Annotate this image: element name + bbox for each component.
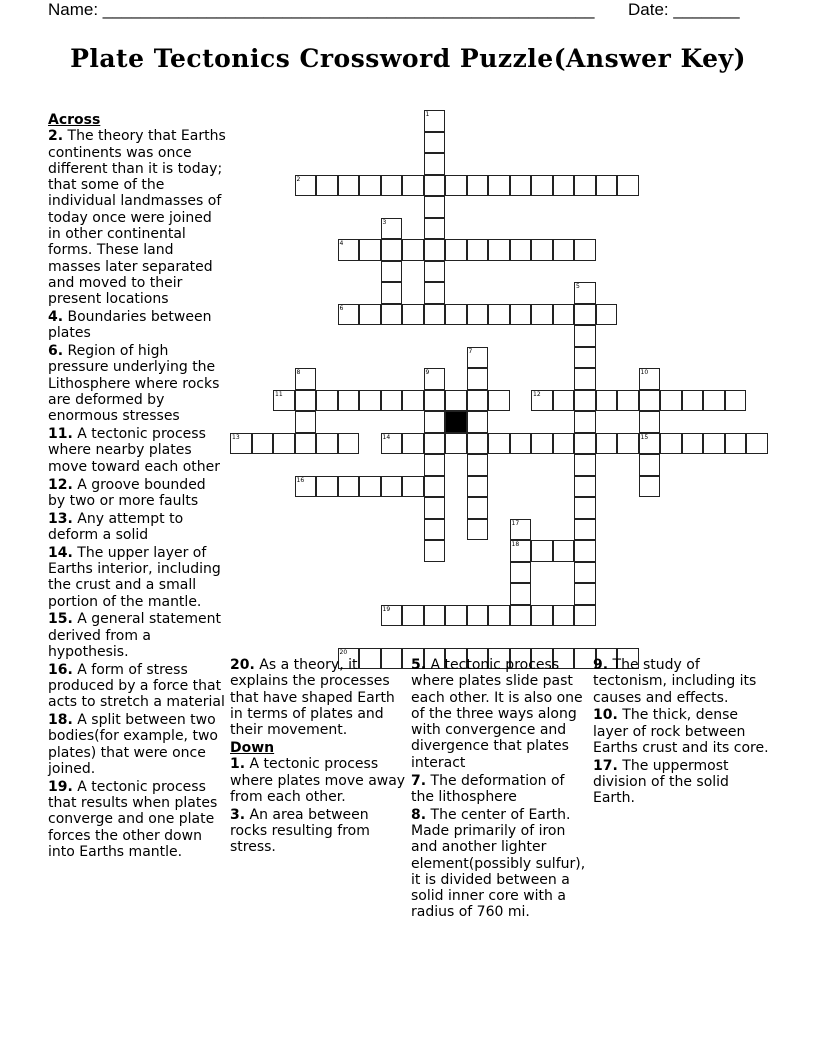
grid-cell[interactable] [510, 433, 532, 455]
grid-cell[interactable] [359, 175, 381, 197]
grid-cell[interactable] [531, 390, 553, 412]
across-clue [48, 611, 226, 660]
grid-cell[interactable] [617, 433, 639, 455]
clue-number: 4. [48, 309, 64, 326]
grid-cell[interactable] [424, 519, 446, 541]
grid-cell[interactable] [596, 390, 618, 412]
grid-cell[interactable] [531, 304, 553, 326]
clue-number: 15 [640, 433, 649, 441]
grid-cell[interactable] [574, 519, 596, 541]
grid-cell[interactable] [510, 175, 532, 197]
clues-column-1 [48, 112, 226, 862]
grid-cell[interactable] [424, 433, 446, 455]
clue-number: 9. [593, 657, 609, 673]
grid-cell[interactable] [574, 347, 596, 369]
grid-cell[interactable] [424, 304, 446, 326]
grid-cell[interactable] [338, 239, 360, 261]
down-clue [593, 758, 771, 807]
grid-cell[interactable] [445, 239, 467, 261]
clue-text: Any attempt to deform a solid [48, 510, 184, 543]
clue-number: 15. [48, 611, 73, 628]
grid-cell[interactable] [424, 110, 446, 132]
down-heading: Down [230, 739, 275, 756]
grid-cell[interactable] [488, 605, 510, 627]
grid-cell[interactable] [531, 605, 553, 627]
grid-cell[interactable] [725, 433, 747, 455]
grid-cell[interactable] [467, 605, 489, 627]
grid-cell[interactable] [531, 175, 553, 197]
grid-cell[interactable] [381, 390, 403, 412]
clue-text: A tectonic process where nearby plates move toward each other [48, 426, 220, 475]
grid-cell[interactable] [660, 433, 682, 455]
clue-text: The uppermost division of the solid Earth. [593, 757, 729, 807]
grid-cell[interactable] [510, 304, 532, 326]
grid-cell[interactable] [510, 605, 532, 627]
grid-cell[interactable] [424, 411, 446, 433]
grid-cell[interactable] [574, 583, 596, 605]
grid-cell[interactable] [316, 433, 338, 455]
grid-cell[interactable] [574, 476, 596, 498]
clue-number: 18 [511, 541, 520, 548]
grid-cell[interactable] [639, 454, 661, 476]
page-title: Plate Tectonics Crossword Puzzle(Answer Key) [70, 44, 746, 73]
grid-cell[interactable] [574, 239, 596, 261]
grid-cell[interactable] [338, 476, 360, 498]
grid-cell[interactable] [402, 605, 424, 627]
clue-number: 6 [339, 304, 344, 312]
grid-cell[interactable] [510, 583, 532, 605]
grid-cell[interactable] [445, 390, 467, 412]
grid-cell[interactable] [424, 540, 446, 562]
grid-cell[interactable] [574, 562, 596, 584]
grid-cell[interactable] [359, 304, 381, 326]
clue-number: 16 [296, 476, 305, 484]
grid-cell[interactable] [553, 304, 575, 326]
clue-text: Region of high pressure underlying the Lithosphere where rocks are deformed by enormous stresses [48, 343, 220, 425]
grid-cell[interactable] [381, 239, 403, 261]
grid-cell[interactable] [746, 433, 768, 455]
clue-text: The theory that Earths continents was once different than it is today; that some of the individual landmasses of today once were joined in other continental forms. These land masses later separated and moved to their present locations [48, 128, 226, 308]
grid-cell[interactable] [445, 605, 467, 627]
clue-text: A tectonic process that results when plates converge and one plate forces the other down into Earths mantle. [48, 778, 218, 861]
across-clue [48, 712, 226, 777]
clue-number: 7 [468, 347, 473, 355]
grid-cell[interactable] [295, 390, 317, 412]
clue-number: 1 [425, 111, 430, 118]
grid-cell[interactable] [424, 476, 446, 498]
grid-cell[interactable] [424, 605, 446, 627]
clue-number: 6. [48, 343, 64, 360]
grid-cell[interactable] [273, 390, 295, 412]
clue-number: 14 [382, 433, 391, 441]
grid-cell[interactable] [424, 454, 446, 476]
grid-cell[interactable] [316, 476, 338, 498]
grid-cell[interactable] [424, 132, 446, 154]
grid-cell[interactable] [402, 390, 424, 412]
grid-cell[interactable] [467, 476, 489, 498]
grid-cell[interactable] [574, 605, 596, 627]
across-clue [48, 511, 226, 544]
across-clue [48, 426, 226, 475]
grid-cell[interactable] [467, 454, 489, 476]
grid-cell[interactable] [467, 304, 489, 326]
grid-cell[interactable] [381, 175, 403, 197]
across-clue [48, 662, 226, 711]
grid-cell[interactable] [424, 390, 446, 412]
clue-number: 11 [275, 390, 283, 398]
grid-cell[interactable] [574, 433, 596, 455]
clue-number: 16. [48, 661, 73, 678]
grid-cell[interactable] [467, 497, 489, 519]
grid-cell[interactable] [359, 476, 381, 498]
grid-cell[interactable] [553, 390, 575, 412]
grid-cell[interactable] [682, 390, 704, 412]
clue-text: A general statement derived from a hypothesis. [48, 611, 222, 660]
clue-number: 2 [296, 175, 301, 183]
date-field-label: Date: _______ [628, 0, 740, 19]
grid-cell[interactable] [703, 390, 725, 412]
grid-cell[interactable] [574, 304, 596, 326]
grid-cell[interactable] [574, 325, 596, 347]
grid-cell[interactable] [725, 390, 747, 412]
clue-text: A split between two bodies(for example, two plates) that were once joined. [48, 712, 218, 778]
clue-number: 12 [533, 390, 541, 398]
grid-cell[interactable] [639, 411, 661, 433]
grid-cell[interactable] [510, 540, 532, 562]
grid-cell[interactable] [338, 175, 360, 197]
grid-cell[interactable] [467, 411, 489, 433]
grid-cell[interactable] [574, 368, 596, 390]
grid-cell[interactable] [703, 433, 725, 455]
grid-cell[interactable] [316, 175, 338, 197]
clue-number: 13. [48, 510, 73, 527]
clue-number: 18. [48, 712, 73, 729]
grid-cell[interactable] [467, 390, 489, 412]
grid-cell[interactable] [574, 540, 596, 562]
grid-cell[interactable] [295, 175, 317, 197]
grid-cell[interactable] [467, 347, 489, 369]
clue-text: The upper layer of Earths interior, including the crust and a small portion of the mantle. [48, 544, 221, 610]
grid-cell[interactable] [488, 239, 510, 261]
across-clue [48, 343, 226, 424]
grid-cell[interactable] [639, 368, 661, 390]
grid-cell[interactable] [488, 304, 510, 326]
grid-cell[interactable] [553, 239, 575, 261]
clue-number: 7. [411, 772, 427, 789]
grid-cell[interactable] [381, 282, 403, 304]
clue-number: 4 [339, 240, 344, 247]
grid-cell[interactable] [402, 304, 424, 326]
grid-cell[interactable] [381, 476, 403, 498]
grid-cell[interactable] [424, 153, 446, 175]
clue-text: The study of tectonism, including its causes and effects. [593, 657, 757, 706]
clue-number: 10 [640, 369, 649, 376]
grid-cell[interactable] [295, 476, 317, 498]
across-clue [48, 128, 226, 307]
grid-cell[interactable] [381, 433, 403, 455]
clue-text: A tectonic process where plates slide past each other. It is also one of the three ways along with convergence and divergence that plates interact [411, 657, 583, 771]
clue-number: 9 [425, 369, 430, 376]
down-clue [593, 657, 771, 706]
grid-cell[interactable] [574, 411, 596, 433]
across-clue [48, 477, 226, 510]
clue-number: 19. [48, 778, 73, 795]
grid-cell[interactable] [295, 368, 317, 390]
grid-cell[interactable] [338, 433, 360, 455]
clue-number: 17. [593, 757, 618, 774]
grid-cell[interactable] [424, 218, 446, 240]
grid-cell[interactable] [445, 304, 467, 326]
grid-cell[interactable] [424, 261, 446, 283]
clue-text: An area between rocks resulting from stress. [230, 806, 370, 856]
clue-number: 8 [296, 369, 301, 376]
grid-cell[interactable] [617, 175, 639, 197]
grid-cell[interactable] [639, 433, 661, 455]
clues-column-2 [230, 657, 406, 857]
grid-cell[interactable] [467, 175, 489, 197]
grid-cell[interactable] [424, 368, 446, 390]
grid-cell[interactable] [574, 282, 596, 304]
grid-cell[interactable] [402, 175, 424, 197]
grid-cell[interactable] [424, 196, 446, 218]
clue-number: 11. [48, 426, 73, 443]
grid-cell[interactable] [510, 562, 532, 584]
name-field-label: Name: ____________________________________________________ [48, 0, 595, 19]
clue-number: 13 [232, 433, 240, 441]
grid-cell[interactable] [596, 175, 618, 197]
clue-number: 19 [382, 605, 391, 613]
grid-cell[interactable] [574, 454, 596, 476]
grid-cell[interactable] [381, 304, 403, 326]
grid-cell[interactable] [617, 390, 639, 412]
grid-cell[interactable] [338, 390, 360, 412]
grid-cell[interactable] [295, 433, 317, 455]
grid-cell[interactable] [273, 433, 295, 455]
clue-number: 3. [230, 806, 246, 823]
grid-cell[interactable] [424, 175, 446, 197]
grid-cell[interactable] [488, 175, 510, 197]
down-clue [593, 707, 771, 756]
grid-cell[interactable] [316, 390, 338, 412]
grid-cell[interactable] [488, 433, 510, 455]
grid-cell[interactable] [531, 239, 553, 261]
grid-cell[interactable] [510, 519, 532, 541]
grid-cell[interactable] [553, 605, 575, 627]
across-clue [230, 657, 406, 738]
clue-text: A form of stress produced by a force that acts to stretch a material [48, 661, 225, 711]
grid-block-cell [445, 411, 467, 433]
grid-cell[interactable] [467, 368, 489, 390]
clue-number: 3 [382, 218, 387, 226]
grid-cell[interactable] [359, 239, 381, 261]
clue-text: The thick, dense layer of rock between Earths crust and its core. [593, 707, 769, 756]
grid-cell[interactable] [574, 390, 596, 412]
down-clue [411, 773, 589, 806]
grid-cell[interactable] [467, 519, 489, 541]
grid-cell[interactable] [553, 175, 575, 197]
clue-number: 5 [576, 283, 580, 290]
clue-number: 8. [411, 806, 427, 823]
grid-cell[interactable] [230, 433, 252, 455]
grid-cell[interactable] [596, 304, 618, 326]
grid-cell[interactable] [596, 433, 618, 455]
grid-cell[interactable] [510, 239, 532, 261]
grid-cell[interactable] [639, 476, 661, 498]
down-clue [230, 756, 406, 805]
across-clue [48, 309, 226, 342]
clue-text: As a theory, it explains the processes that have shaped Earth in terms of plates and their movement. [230, 657, 395, 739]
down-clue [411, 807, 589, 921]
grid-cell[interactable] [381, 261, 403, 283]
grid-cell[interactable] [445, 175, 467, 197]
clue-text: A groove bounded by two or more faults [48, 476, 206, 509]
grid-cell[interactable] [445, 433, 467, 455]
clue-text: The deformation of the lithosphere [411, 772, 565, 805]
clue-number: 12. [48, 476, 73, 493]
grid-cell[interactable] [424, 282, 446, 304]
clue-text: The center of Earth. Made primarily of iron and another lighter element(possibly sulfur), it is divided between a solid inner core with a radius of 760 mi. [411, 806, 586, 921]
grid-cell[interactable] [359, 390, 381, 412]
grid-cell[interactable] [424, 239, 446, 261]
grid-cell[interactable] [639, 390, 661, 412]
grid-cell[interactable] [402, 476, 424, 498]
grid-cell[interactable] [402, 239, 424, 261]
grid-cell[interactable] [467, 239, 489, 261]
grid-cell[interactable] [424, 497, 446, 519]
clue-number: 10. [593, 707, 618, 724]
grid-cell[interactable] [381, 605, 403, 627]
grid-cell[interactable] [252, 433, 274, 455]
grid-cell[interactable] [381, 218, 403, 240]
clue-number: 17 [511, 519, 520, 527]
clue-text: Boundaries between plates [48, 309, 212, 342]
clues-column-3 [411, 657, 589, 922]
clue-text: A tectonic process where plates move away from each other. [230, 756, 406, 805]
clue-number: 20 [339, 648, 348, 656]
grid-cell[interactable] [531, 540, 553, 562]
grid-cell[interactable] [338, 304, 360, 326]
clue-number: 1. [230, 756, 246, 773]
down-clue [230, 807, 406, 856]
clue-number: 2. [48, 128, 64, 145]
grid-cell[interactable] [660, 390, 682, 412]
clue-number: 14. [48, 544, 73, 561]
grid-cell[interactable] [402, 433, 424, 455]
grid-cell[interactable] [295, 411, 317, 433]
clue-number: 5. [411, 657, 427, 673]
down-clue [411, 657, 589, 771]
grid-cell[interactable] [574, 175, 596, 197]
across-clue [48, 545, 226, 610]
grid-cell[interactable] [574, 497, 596, 519]
grid-cell[interactable] [553, 433, 575, 455]
across-clue [48, 779, 226, 860]
clue-number: 20. [230, 657, 255, 673]
clues-column-4 [593, 657, 771, 808]
grid-cell[interactable] [531, 433, 553, 455]
grid-cell[interactable] [467, 433, 489, 455]
across-heading: Across [48, 112, 101, 128]
grid-cell[interactable] [488, 390, 510, 412]
grid-cell[interactable] [553, 540, 575, 562]
grid-cell[interactable] [682, 433, 704, 455]
